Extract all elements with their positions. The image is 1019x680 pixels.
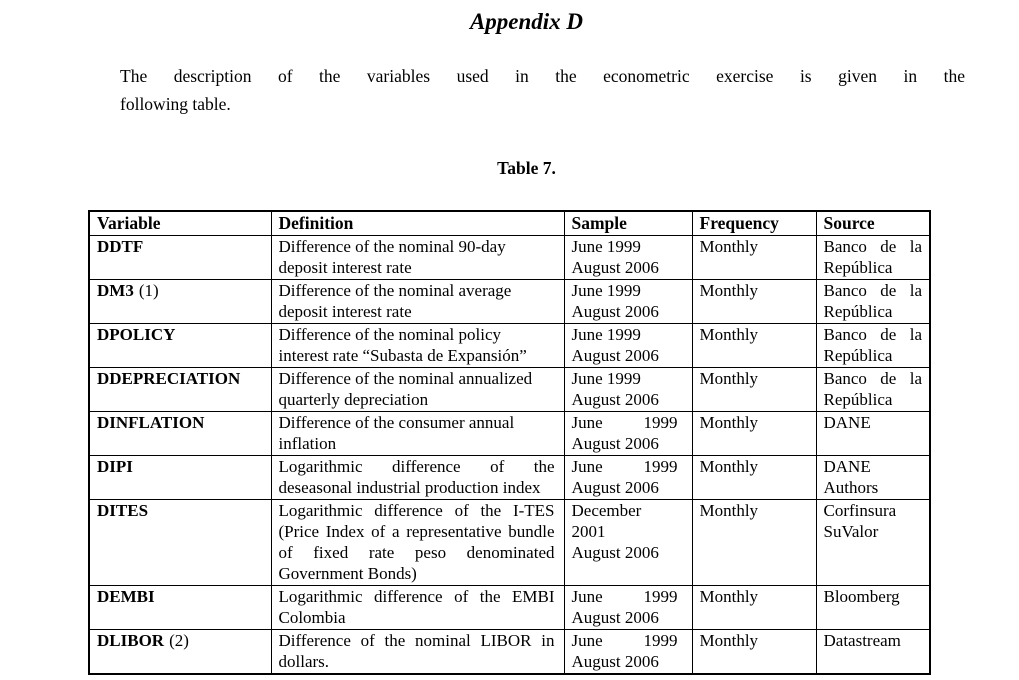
variable-cell <box>89 236 271 280</box>
sample-end: August 2006 <box>571 652 659 671</box>
table-row <box>89 586 930 630</box>
variables-table <box>88 210 931 675</box>
frequency-cell: Monthly <box>692 236 816 280</box>
frequency-cell: Monthly <box>692 412 816 456</box>
table-header-row <box>89 211 930 236</box>
sample-end: August 2006 <box>571 390 659 409</box>
source-cell: Bloomberg <box>816 586 930 630</box>
definition-cell: Difference of the nominal LIBOR in dollars. <box>271 630 564 675</box>
sample-start: June 1999 <box>571 413 678 432</box>
definition-cell: Difference of the nominal average deposit interest rate <box>271 280 564 324</box>
variable-name: DLIBOR <box>97 631 165 650</box>
appendix-title: Appendix D <box>469 9 584 34</box>
variable-note: (2) <box>169 631 189 650</box>
definition-cell: Difference of the nominal annualized quarterly depreciation <box>271 368 564 412</box>
sample-end: August 2006 <box>571 543 659 562</box>
document-page <box>88 8 965 675</box>
source-cell: Banco de la República <box>816 368 930 412</box>
sample-cell <box>564 412 692 456</box>
frequency-cell: Monthly <box>692 630 816 675</box>
sample-cell <box>564 630 692 675</box>
sample-end: August 2006 <box>571 346 659 365</box>
column-header-source: Source <box>816 211 930 236</box>
source-cell: Banco de la República <box>816 236 930 280</box>
variable-note: (1) <box>138 281 159 300</box>
definition-cell: Difference of the nominal policy interest rate “Subasta de Expansión” <box>271 324 564 368</box>
variable-cell <box>89 586 271 630</box>
sample-start: June 1999 <box>571 325 641 344</box>
sample-end: August 2006 <box>571 302 659 321</box>
definition-cell: Difference of the consumer annual inflation <box>271 412 564 456</box>
definition-cell: Logarithmic difference of the EMBI Colombia <box>271 586 564 630</box>
frequency-cell: Monthly <box>692 500 816 586</box>
definition-cell: Difference of the nominal 90-day deposit interest rate <box>271 236 564 280</box>
sample-cell <box>564 280 692 324</box>
sample-start: June 1999 <box>571 369 641 388</box>
sample-end: August 2006 <box>571 258 659 277</box>
frequency-cell: Monthly <box>692 280 816 324</box>
sample-start: December 2001 <box>571 501 642 541</box>
column-header-sample: Sample <box>564 211 692 236</box>
source-cell: Datastream <box>816 630 930 675</box>
variable-cell <box>89 368 271 412</box>
definition-cell: Logarithmic difference of the I-TES (Price Index of a representative bundle of fixed rate peso denominated Government Bonds) <box>271 500 564 586</box>
sample-end: August 2006 <box>571 478 659 497</box>
variable-name: DITES <box>97 501 149 520</box>
variable-name: DINFLATION <box>97 413 205 432</box>
table-caption: Table 7. <box>497 158 556 178</box>
table-row <box>89 412 930 456</box>
sample-end: August 2006 <box>571 434 659 453</box>
table-row <box>89 368 930 412</box>
sample-start: June 1999 <box>571 237 641 256</box>
source-cell: Corfinsura SuValor <box>816 500 930 586</box>
frequency-cell: Monthly <box>692 456 816 500</box>
variable-cell <box>89 412 271 456</box>
sample-start: June 1999 <box>571 457 678 476</box>
column-header-variable: Variable <box>89 211 271 236</box>
table-row <box>89 500 930 586</box>
sample-cell <box>564 456 692 500</box>
table-row <box>89 280 930 324</box>
sample-end: August 2006 <box>571 608 659 627</box>
sample-cell <box>564 500 692 586</box>
variable-cell <box>89 456 271 500</box>
table-row <box>89 236 930 280</box>
variable-cell <box>89 500 271 586</box>
source-cell: DANE <box>816 412 930 456</box>
sample-start: June 1999 <box>571 587 678 606</box>
sample-start: June 1999 <box>571 281 641 300</box>
frequency-cell: Monthly <box>692 368 816 412</box>
column-header-frequency: Frequency <box>692 211 816 236</box>
source-cell: Banco de la República <box>816 324 930 368</box>
variable-name: DDTF <box>97 237 144 256</box>
table-row <box>89 630 930 675</box>
column-header-definition: Definition <box>271 211 564 236</box>
variable-cell <box>89 630 271 675</box>
frequency-cell: Monthly <box>692 324 816 368</box>
variable-name: DM3 <box>97 281 134 300</box>
table-row <box>89 456 930 500</box>
sample-cell <box>564 368 692 412</box>
table-row <box>89 324 930 368</box>
variable-cell <box>89 324 271 368</box>
intro-line: The description of the variables used in the econometric exercise is given in the <box>120 66 965 86</box>
variable-name: DPOLICY <box>97 325 176 344</box>
variable-name: DIPI <box>97 457 133 476</box>
intro-paragraph <box>120 62 965 118</box>
variable-name: DEMBI <box>97 587 155 606</box>
variable-name: DDEPRECIATION <box>97 369 241 388</box>
source-cell: DANE Authors <box>816 456 930 500</box>
source-cell: Banco de la República <box>816 280 930 324</box>
frequency-cell: Monthly <box>692 586 816 630</box>
definition-cell: Logarithmic difference of the deseasonal industrial production index <box>271 456 564 500</box>
sample-cell <box>564 324 692 368</box>
sample-start: June 1999 <box>571 631 678 650</box>
sample-cell <box>564 236 692 280</box>
sample-cell <box>564 586 692 630</box>
intro-line: following table. <box>120 94 231 114</box>
variable-cell <box>89 280 271 324</box>
